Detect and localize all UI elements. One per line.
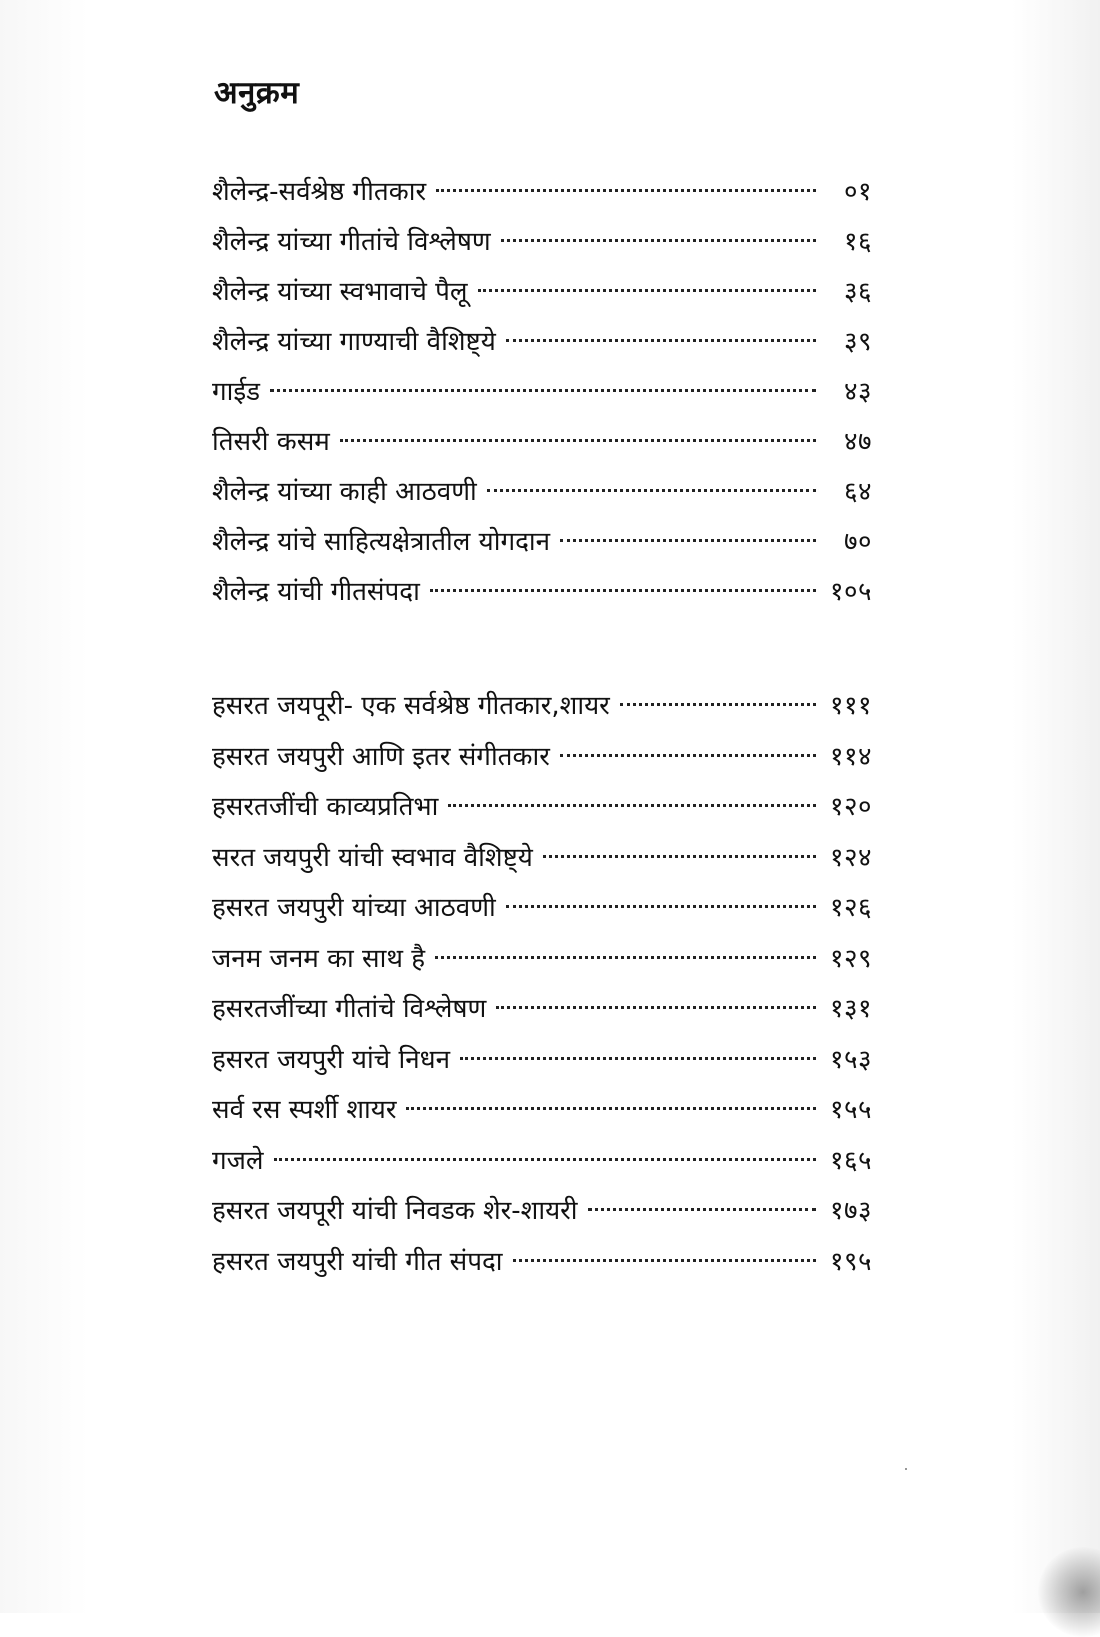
toc-entry-title: शैलेन्द्र यांच्या स्वभावाचे पैलू [212, 277, 468, 307]
toc-entry-page: ३९ [843, 327, 872, 357]
toc-entry-title: हसरतजींच्या गीतांचे विश्लेषण [212, 994, 487, 1024]
toc-entry-page: १५३ [829, 1044, 872, 1075]
toc-entry [212, 467, 872, 517]
dot-leader [560, 539, 816, 542]
toc-entry-title: शैलेन्द्र यांची गीतसंपदा [212, 577, 420, 607]
toc-entry-title: शैलेन्द्र यांचे साहित्यक्षेत्रातील योगदान [212, 527, 551, 557]
table-of-contents-heading: अनुक्रम [214, 75, 300, 111]
toc-entry [212, 517, 872, 567]
toc-entry-title: शैलेन्द्र यांच्या गाण्याची वैशिष्ट्ये [212, 327, 496, 357]
toc-entry-page: १२६ [829, 893, 872, 923]
toc-entry-title: सर्व रस स्पर्शी शायर [212, 1095, 397, 1125]
toc-entry-page: १११ [829, 691, 872, 721]
dot-leader [430, 589, 816, 592]
dot-leader [501, 239, 816, 242]
toc-entry [212, 782, 872, 833]
toc-entry-page: १२९ [829, 943, 872, 974]
toc-entry-page: १९५ [829, 1246, 872, 1277]
toc-entry-title: तिसरी कसम [212, 427, 330, 457]
toc-entry-page: १०५ [829, 577, 872, 607]
toc-entry-page: ३६ [843, 277, 872, 307]
dot-leader [406, 1107, 816, 1110]
dot-leader [560, 754, 816, 757]
dot-leader [340, 439, 816, 442]
toc-entry-page: १२४ [829, 842, 872, 873]
toc-entry-page: १५५ [829, 1095, 872, 1125]
toc-section-hasrat-jaipuri [212, 681, 872, 1287]
toc-entry [212, 732, 872, 783]
toc-entry-title: गजले [212, 1145, 264, 1176]
toc-entry-title: हसरत जयपूरी यांची निवडक शेर-शायरी [212, 1196, 578, 1226]
dot-leader [588, 1208, 816, 1211]
toc-entry [212, 934, 872, 985]
toc-entry-title: हसरतजींची काव्यप्रतिभा [212, 792, 439, 822]
toc-entry-page: ११४ [829, 741, 872, 772]
toc-entry-page: ४३ [843, 377, 872, 407]
dot-leader [543, 855, 816, 858]
toc-entry-title: गाईड [212, 377, 261, 407]
toc-entry [212, 367, 872, 417]
dot-leader [496, 1006, 816, 1009]
toc-entry-title: सरत जयपुरी यांची स्वभाव वैशिष्ट्ये [212, 842, 533, 873]
dot-leader [436, 189, 816, 192]
toc-entry [212, 417, 872, 467]
toc-entry [212, 217, 872, 267]
toc-entry-page: १६ [843, 227, 872, 257]
toc-entry [212, 984, 872, 1035]
dot-leader [478, 289, 816, 292]
toc-entry [212, 567, 872, 617]
toc-entry [212, 1186, 872, 1237]
toc-entry [212, 167, 872, 217]
toc-entry-page: १२० [829, 792, 872, 822]
dot-leader [620, 703, 816, 706]
toc-entry-title: हसरत जयपुरी यांचे निधन [212, 1044, 451, 1075]
toc-entry-page: १६५ [829, 1145, 872, 1176]
toc-entry [212, 267, 872, 317]
dot-leader [513, 1259, 816, 1262]
toc-entry [212, 1237, 872, 1288]
toc-entry [212, 1035, 872, 1086]
toc-entry [212, 883, 872, 934]
dot-leader [448, 804, 816, 807]
toc-entry-page: ४७ [843, 427, 872, 457]
toc-entry-page: ६४ [843, 477, 872, 507]
toc-entry-page: १३१ [829, 994, 872, 1024]
dot-leader [270, 389, 816, 392]
toc-section-shailendra [212, 167, 872, 617]
toc-entry [212, 833, 872, 884]
dot-leader [506, 905, 816, 908]
toc-entry-page: ०१ [843, 177, 872, 207]
toc-entry-title: हसरत जयपुरी यांच्या आठवणी [212, 893, 496, 923]
dot-leader [435, 956, 816, 959]
toc-entry-title: हसरत जयपूरी- एक सर्वश्रेष्ठ गीतकार,शायर [212, 691, 610, 721]
toc-entry [212, 1085, 872, 1136]
toc-entry [212, 1136, 872, 1187]
toc-entry-title: शैलेन्द्र यांच्या गीतांचे विश्लेषण [212, 227, 491, 257]
toc-entry-title: हसरत जयपुरी यांची गीत संपदा [212, 1246, 503, 1277]
toc-entry-page: १७३ [829, 1196, 872, 1226]
paper-speck [905, 1468, 907, 1470]
toc-entry [212, 681, 872, 732]
dot-leader [506, 339, 816, 342]
page-corner-shadow [1038, 1547, 1100, 1637]
toc-entry-title: शैलेन्द्र-सर्वश्रेष्ठ गीतकार [212, 177, 427, 207]
toc-entry-title: शैलेन्द्र यांच्या काही आठवणी [212, 477, 477, 507]
toc-entry [212, 317, 872, 367]
toc-entry-title: हसरत जयपुरी आणि इतर संगीतकार [212, 741, 550, 772]
toc-entry-title: जनम जनम का साथ है [212, 943, 426, 974]
dot-leader [274, 1158, 816, 1161]
dot-leader [487, 489, 816, 492]
dot-leader [460, 1057, 816, 1060]
toc-entry-page: ७० [843, 527, 872, 557]
